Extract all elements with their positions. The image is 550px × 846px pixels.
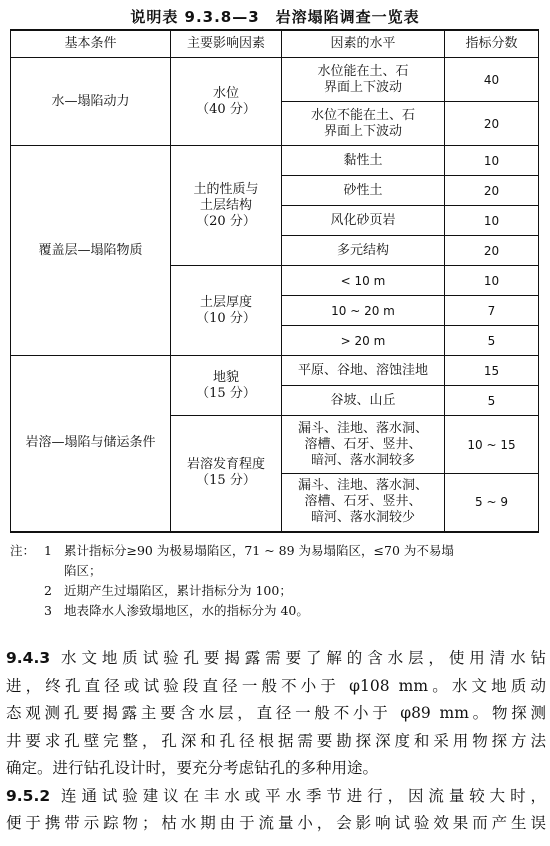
header-cell: 指标分数 [445,30,539,58]
note-text: 近期产生过塌陷区，累计指标分为 100； [64,583,292,598]
level-cell: 漏斗、洼地、落水洞、 溶槽、石牙、竖井、 暗河、落水洞较多 [282,416,445,474]
level-cell: 漏斗、洼地、落水洞、 溶槽、石牙、竖井、 暗河、落水洞较少 [282,474,445,532]
table-notes [10,541,540,621]
score-cell: 7 [445,296,539,326]
paragraph-line: 态观测孔要揭露主要含水层，直径一般不小于 φ89 mm。物探测 [6,704,546,722]
score-cell: 20 [445,102,539,146]
table-title: 说明表 9.3.8—3 岩溶塌陷调查一览表 [130,8,420,26]
note-continuation: 陷区； [64,563,102,578]
note-number: 3 [44,603,52,618]
header-cell: 主要影响因素 [171,30,282,58]
paragraph-line: 便于携带示踪物；枯水期由于流量小，会影响试验效果而产生误 [6,814,546,832]
score-cell: 5 ~ 9 [445,474,539,532]
header-cell: 基本条件 [11,30,171,58]
note-text: 地表降水人渗致塌地区，水的指标分为 40。 [64,603,309,618]
note-number: 2 [44,583,52,598]
table-row [11,356,539,386]
level-cell: 平原、谷地、溶蚀洼地 [282,356,445,386]
note-text: 累计指标分≥90 为极易塌陷区，71 ~ 89 为易塌陷区，≤70 为不易塌 [64,543,454,558]
paragraph [6,783,546,811]
table-header-row [11,30,539,58]
table-row [11,58,539,102]
level-cell: 风化砂页岩 [282,206,445,236]
note-item [10,601,540,621]
score-cell: 10 [445,146,539,176]
score-cell: 20 [445,176,539,206]
paragraph-line: 井要求孔壁完整，孔深和孔径根据需要勘探深度和采用物探方法 [6,731,546,750]
level-cell: 水位不能在土、石 界面上下波动 [282,102,445,146]
paragraph-line: 确定。进行钻孔设计时，要充分考虑钻孔的多种用途。 [6,759,379,777]
score-cell: 10 [445,206,539,236]
score-cell: 40 [445,58,539,102]
note-item [10,541,540,561]
level-cell: 水位能在土、石 界面上下波动 [282,58,445,102]
condition-cell: 岩溶—塌陷与储运条件 [11,356,171,532]
body-text [6,645,546,838]
section-number: 9.4.3 [6,649,51,667]
note-item [10,581,540,601]
note-number: 1 [44,543,52,558]
paragraph-line: 连通试验建议在丰水或平水季节进行，因流量较大时， [56,786,546,805]
paragraph-line: 水文地质试验孔要揭露需要了解的含水层，使用清水钻 [56,649,546,667]
level-cell: 多元结构 [282,236,445,266]
paragraph-line: 进，终孔直径或试验段直径一般不小于 φ108 mm。水文地质动 [6,676,546,695]
factor-cell: 土的性质与 土层结构 （20 分） [171,146,282,266]
factor-cell: 地貌 （15 分） [171,356,282,416]
note-lead: 注： [10,543,36,558]
score-cell: 5 [445,386,539,416]
header-cell: 因素的水平 [282,30,445,58]
factor-cell: 土层厚度 （10 分） [171,266,282,356]
factor-cell: 岩溶发育程度 （15 分） [171,416,282,532]
paragraph [6,645,546,673]
level-cell: < 10 m [282,266,445,296]
score-cell: 20 [445,236,539,266]
section-number: 9.5.2 [6,786,51,805]
score-cell: 15 [445,356,539,386]
condition-cell: 水—塌陷动力 [11,58,171,146]
level-cell: 10 ~ 20 m [282,296,445,326]
level-cell: > 20 m [282,326,445,356]
level-cell: 黏性土 [282,146,445,176]
level-cell: 谷坡、山丘 [282,386,445,416]
score-cell: 10 ~ 15 [445,416,539,474]
karst-collapse-table [10,29,539,533]
table-row [11,146,539,176]
score-cell: 5 [445,326,539,356]
condition-cell: 覆盖层—塌陷物质 [11,146,171,356]
level-cell: 砂性土 [282,176,445,206]
score-cell: 10 [445,266,539,296]
factor-cell: 水位 （40 分） [171,58,282,146]
